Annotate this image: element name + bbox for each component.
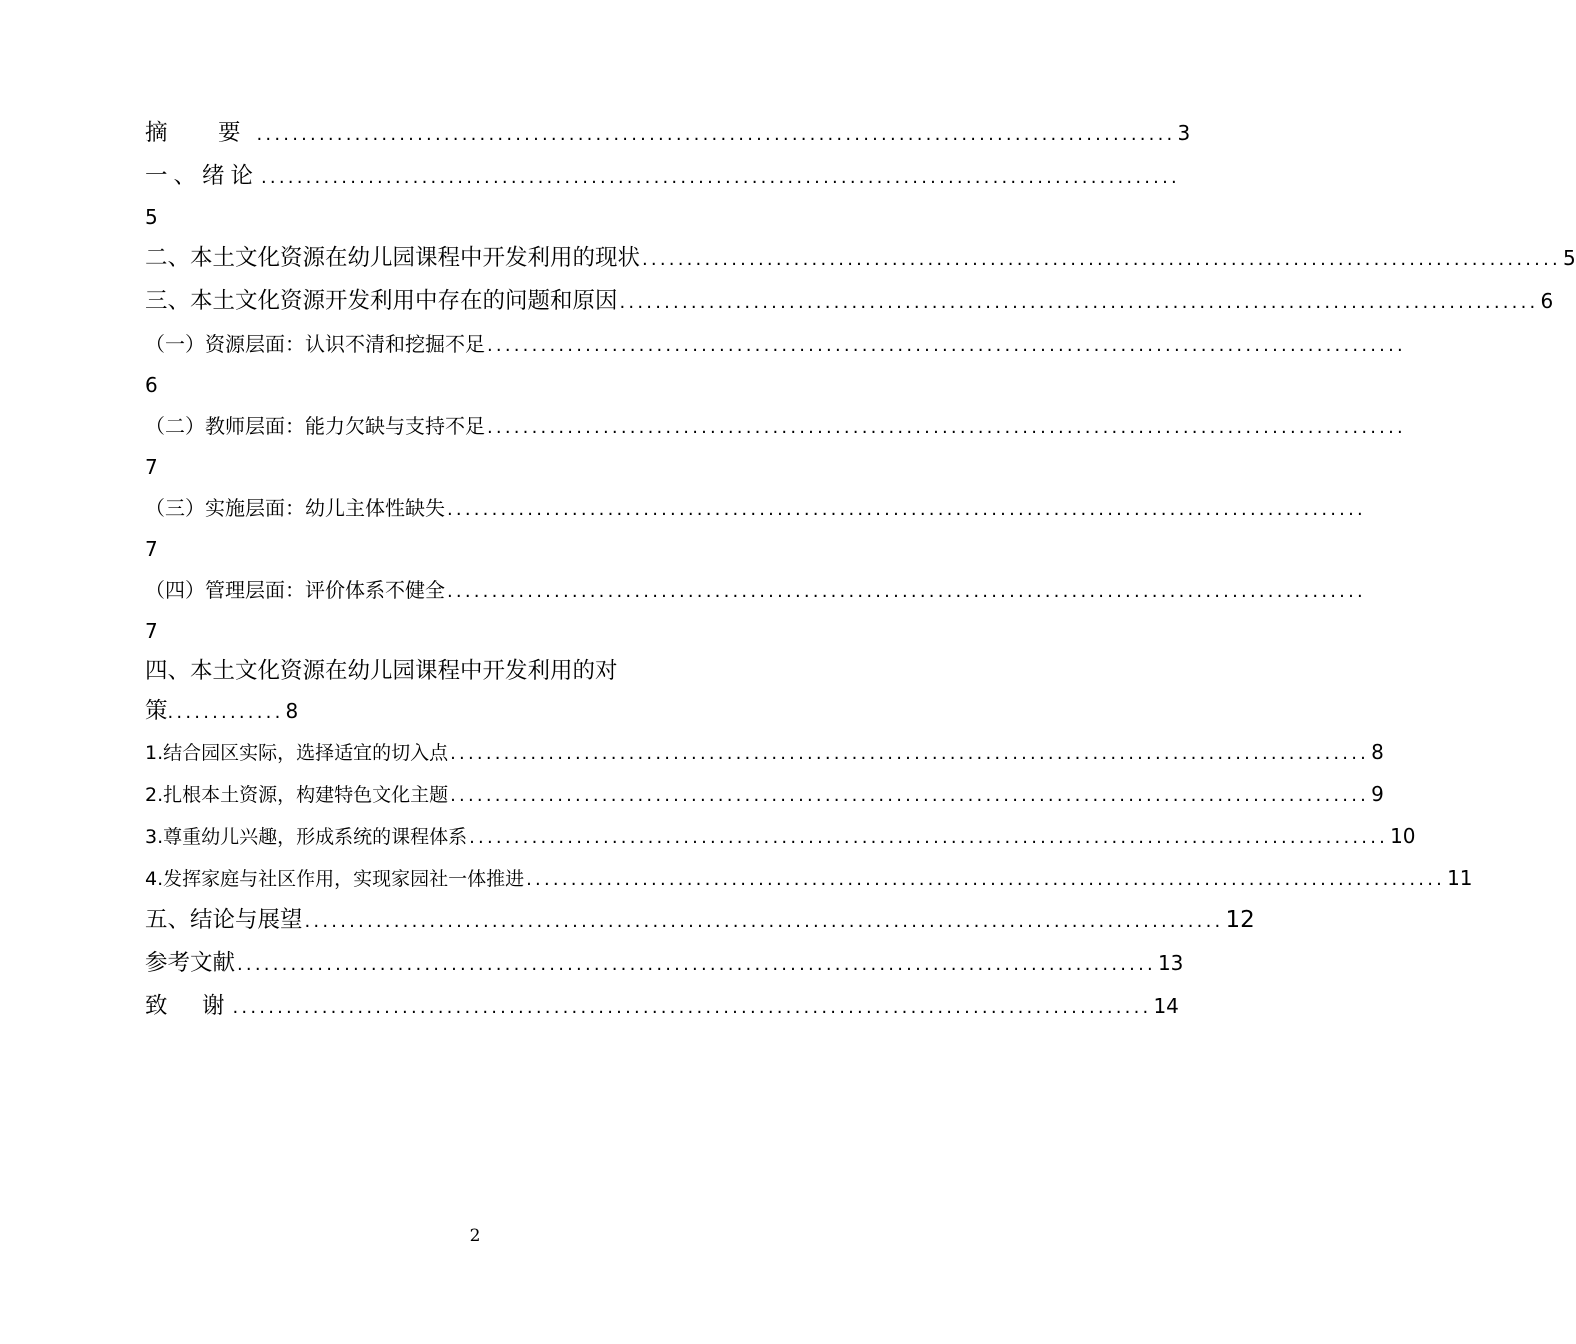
toc-leader: ....................................................................................................... <box>469 827 1389 848</box>
toc-label: （一）资源层面：认识不清和挖掘不足 <box>145 332 485 356</box>
toc-page: 6 <box>1540 289 1554 313</box>
toc-leader: ....................................................................................................... <box>450 743 1370 764</box>
toc-entry-ch3-2[interactable] <box>145 405 1406 448</box>
toc-leader: ....................................................................................................... <box>447 581 1366 602</box>
toc-page: 9 <box>1371 782 1384 806</box>
toc-leader: ....................................................................................................... <box>304 911 1224 932</box>
toc-page: 12 <box>1225 907 1255 933</box>
toc-entry-thanks[interactable] <box>145 985 1179 1028</box>
toc-entry-ch4-4[interactable] <box>145 857 1473 899</box>
toc-label: 二、本土文化资源在幼儿园课程中开发利用的现状 <box>145 245 641 271</box>
toc-entry-ch4[interactable] <box>145 651 878 691</box>
toc-label: 1.结合园区实际，选择适宜的切入点 <box>145 742 449 764</box>
toc-entry-ch3[interactable] <box>145 280 1554 323</box>
toc-label: 致 谢 <box>145 993 231 1019</box>
toc-page: 7 <box>145 455 158 479</box>
toc-page: 3 <box>1177 121 1191 145</box>
toc-label: 4.发挥家庭与社区作用，实现家园社一体推进 <box>145 868 525 890</box>
toc-leader: ............. <box>167 702 284 723</box>
toc-page: 8 <box>1371 740 1384 764</box>
toc-leader: ....................................................................................................... <box>642 249 1561 270</box>
toc-leader: ....................................................................................................... <box>232 997 1152 1018</box>
toc-entry-ch3-2-page <box>145 448 878 487</box>
toc-leader: ....................................................................................................... <box>487 335 1406 356</box>
toc-page: 8 <box>285 699 299 723</box>
page-footer-number: 2 <box>469 1226 481 1246</box>
toc-leader: ....................................................................................................... <box>450 785 1370 806</box>
toc-label: 四、本土文化资源在幼儿园课程中开发利用的对 <box>145 658 618 684</box>
toc-page: 10 <box>1390 824 1416 848</box>
toc-entry-ch4-3[interactable] <box>145 815 1416 857</box>
toc-page: 11 <box>1447 866 1473 890</box>
toc-entry-ch5[interactable] <box>145 899 1255 942</box>
toc-label: （三）实施层面：幼儿主体性缺失 <box>145 496 445 520</box>
toc-leader: ....................................................................................................... <box>237 954 1156 975</box>
toc-entry-ch4-2[interactable] <box>145 773 1384 815</box>
toc-leader: ....................................................................................................... <box>526 869 1446 890</box>
toc-label: 参考文献 <box>145 950 236 976</box>
toc-label: 3.尊重幼儿兴趣，形成系统的课程体系 <box>145 826 468 848</box>
toc-entry-ch3-4[interactable] <box>145 569 1366 612</box>
toc-entry-abstract[interactable] <box>145 112 1191 155</box>
toc-page: 5 <box>145 205 158 229</box>
toc-entry-ch3-4-page <box>145 612 878 651</box>
toc-entry-intro-page <box>145 198 878 237</box>
toc-leader: ....................................................................................................... <box>261 167 1180 188</box>
toc-label: （四）管理层面：评价体系不健全 <box>145 578 445 602</box>
toc-entry-refs[interactable] <box>145 942 1184 985</box>
toc-page: 7 <box>145 537 158 561</box>
toc-entry-ch3-3-page <box>145 530 878 569</box>
toc-entry-ch4-cont[interactable] <box>145 691 878 731</box>
toc-entry-intro[interactable] <box>145 155 1180 198</box>
toc-entry-ch4-1[interactable] <box>145 731 1384 773</box>
toc-page: 13 <box>1157 951 1184 975</box>
toc-page: 14 <box>1153 994 1179 1018</box>
toc-leader: ....................................................................................................... <box>619 292 1539 313</box>
toc-label: 2.扎根本土资源，构建特色文化主题 <box>145 784 449 806</box>
toc-label: 一、绪论 <box>145 163 260 189</box>
table-of-contents <box>145 112 1576 1028</box>
toc-page: 5 <box>1562 246 1576 270</box>
toc-page: 7 <box>145 619 158 643</box>
toc-page: 6 <box>145 373 158 397</box>
toc-entry-ch3-3[interactable] <box>145 487 1366 530</box>
toc-entry-ch3-1[interactable] <box>145 323 1406 366</box>
toc-label: （二）教师层面：能力欠缺与支持不足 <box>145 414 485 438</box>
toc-label: 五、结论与展望 <box>145 907 303 933</box>
toc-leader: ....................................................................................................... <box>487 417 1406 438</box>
toc-label: 摘 要 <box>145 120 255 146</box>
toc-leader: ....................................................................................................... <box>256 124 1176 145</box>
toc-entry-ch3-1-page <box>145 366 878 405</box>
toc-label: 三、本土文化资源开发利用中存在的问题和原因 <box>145 288 618 314</box>
toc-leader: ....................................................................................................... <box>447 499 1366 520</box>
toc-entry-ch2[interactable] <box>145 237 1576 280</box>
toc-label: 策 <box>145 698 168 724</box>
